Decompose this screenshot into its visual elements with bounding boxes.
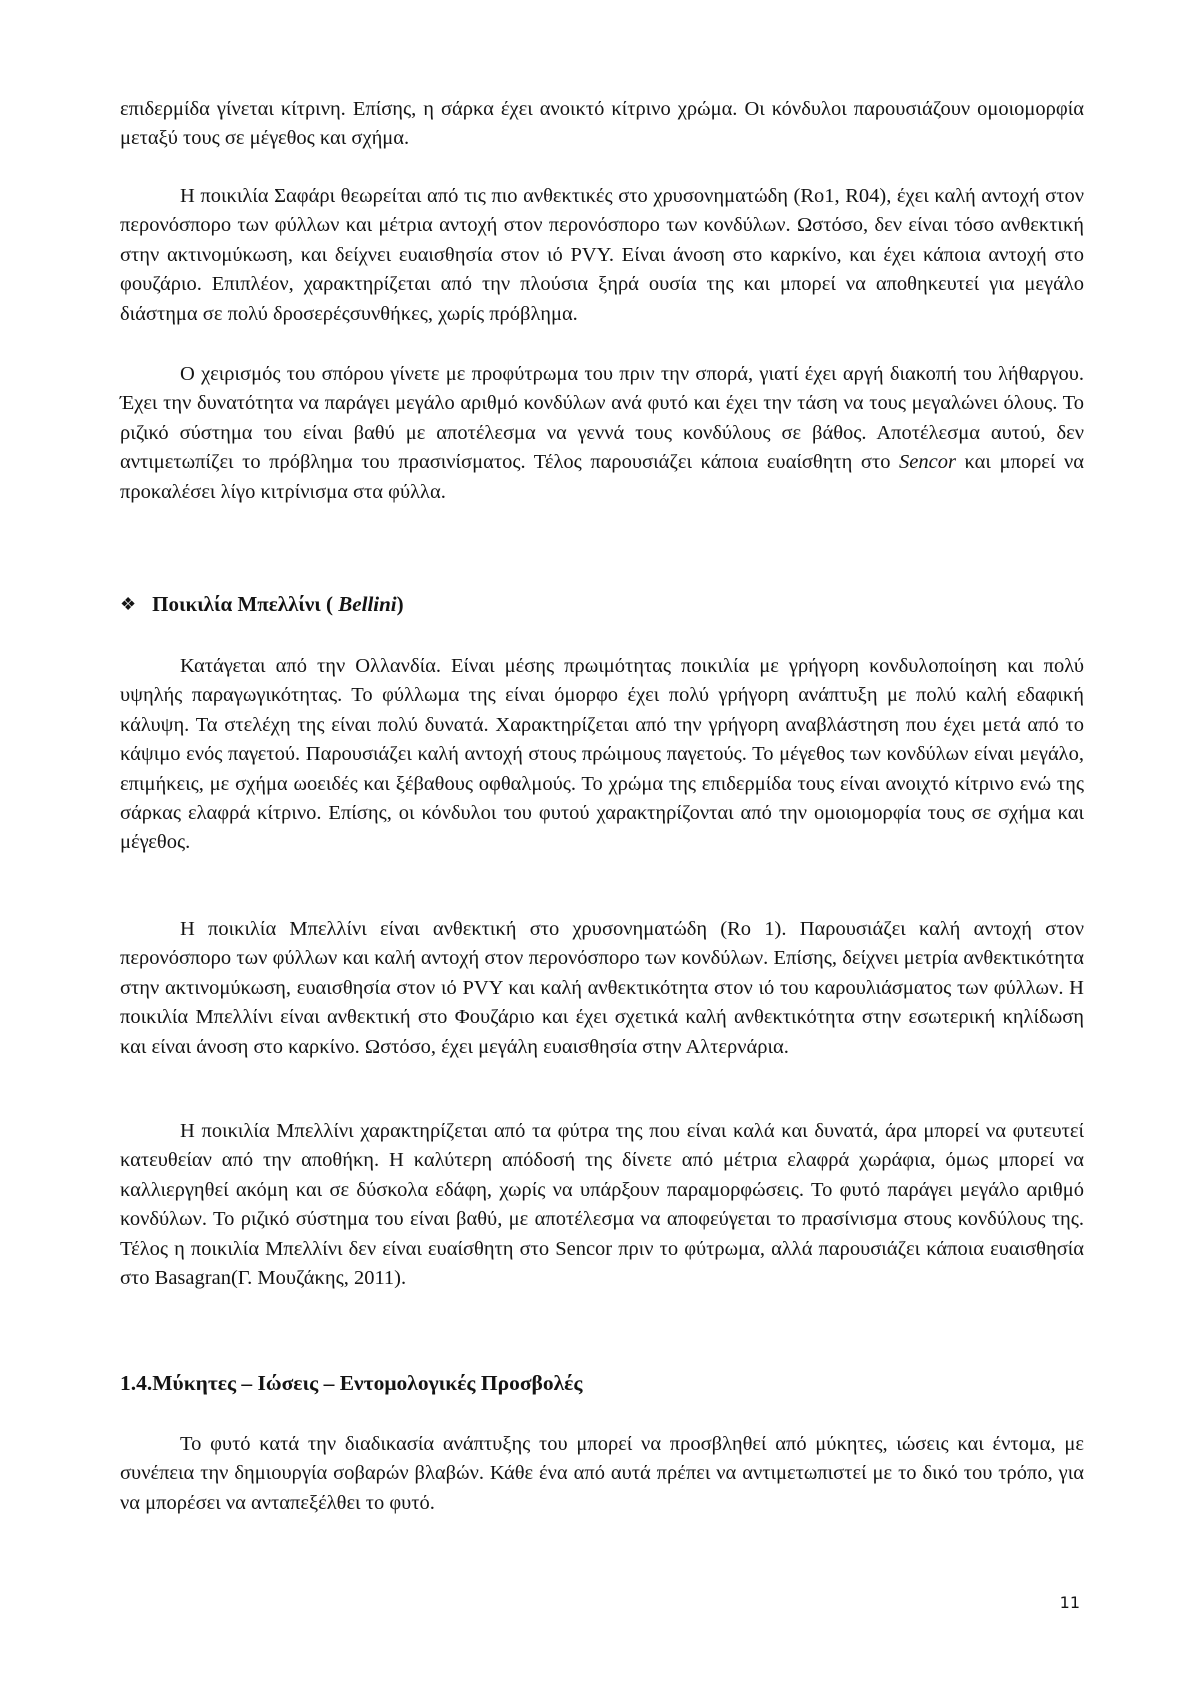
sencor-italic: Sencor <box>899 451 956 474</box>
paragraph-skin-colour: επιδερμίδα γίνεται κίτρινη. Επίσης, η σάρκα έχει ανοικτό κίτρινο χρώμα. Οι κόνδυλοι παρουσιάζουν ομοιομορφία μεταξύ τους σε μέγεθος και σχήμα. <box>120 98 1084 150</box>
heading-close: ) <box>396 592 404 616</box>
diamond-bullet-icon: ❖ <box>120 594 137 614</box>
paragraph-bellini-resistance: Η ποικιλία Μπελλίνι είναι ανθεκτική στο χρυσονηματώδη (Ro 1). Παρουσιάζει καλή αντοχή στον περονόσπορο των φύλλων και καλή αντοχή στον περονόσπορο των κονδύλων. Επίσης, δείχνει μετρία ανθεκτικότητα στην ακτινομύκωση, ευαισθησία στον ιό PVY και καλή ανθεκτικότητα στον ιό του καρουλιάσματος των φύλλων. Η ποικιλία Μπελλίνι είναι ανθεκτική στο Φουζάριο και έχει σχετικά καλή ανθεκτικότητα στην εσωτερική κηλίδωση και είναι άνοση στο καρκίνο. Ωστόσο, έχει μεγάλη ευαισθησία στην Αλτερνάρια. <box>120 918 1084 1058</box>
paragraph-bellini-sprouts: Η ποικιλία Μπελλίνι χαρακτηρίζεται από τα φύτρα της που είναι καλά και δυνατά, άρα μπορεί να φυτευτεί κατευθείαν από την αποθήκη. Η καλύτερη απόδοσή της δίνετε από μέτρια ελαφρά χωράφια, όμως μπορεί να καλλιεργηθεί ακόμη και σε δύσκολα εδάφη, χωρίς να υπάρξουν παραμορφώσεις. Το φυτό παράγει μεγάλο αριθμό κονδύλων. Το ριζικό σύστημα του είναι βαθύ, με αποτέλεσμα να αποφεύγεται το πρασίνισμα στους κονδύλους της. Τέλος η ποικιλία Μπελλίνι δεν είναι ευαίσθητη στο Sencor πριν το φύτρωμα, αλλά παρουσιάζει κάποια ευαισθησία στο Basagran(Γ. Μουζάκης, 2011). <box>120 1120 1084 1290</box>
paragraph-safari-resistance: Η ποικιλία Σαφάρι θεωρείται από τις πιο ανθεκτικές στο χρυσονηματώδη (Ro1, R04), έχει καλή αντοχή στον περονόσπορο των φύλλων και μέτρια αντοχή στον περονόσπορο των κονδύλων. Ωστόσο, δεν είναι τόσο ανθεκτική στην ακτινομύκωση, και δείχνει ευαισθησία στον ιό PVY. Είναι άνοση στο καρκίνο, και έχει κάποια αντοχή στο φουζάριο. Επιπλέον, χαρακτηρίζεται από την πλούσια ξηρά ουσία της και μπορεί να αποθηκευτεί για μεγάλο διάστημα σε πολύ δροσερέςσυνθήκες, χωρίς πρόβλημα. <box>120 185 1084 325</box>
paragraph-pests-intro: Το φυτό κατά την διαδικασία ανάπτυξης του μπορεί να προσβληθεί από μύκητες, ιώσεις και έντομα, με συνέπεια την δημιουργία σοβαρών βλαβών. Κάθε ένα από αυτά πρέπει να αντιμετωπιστεί με το δικό του τρόπο, για να μπορέσει να ανταπεξέλθει το φυτό. <box>120 1433 1084 1514</box>
paragraph-text: και μπορεί να προκαλέσει λίγο κιτρίνισμα στα φύλλα. <box>120 451 1084 503</box>
paragraph-seed-handling <box>120 360 1084 507</box>
heading-text <box>152 592 404 617</box>
page-number: 11 <box>1059 1593 1080 1612</box>
paragraph-text: Ο χειρισμός του σπόρου γίνετε με προφύτρωμα του πριν την σπορά, γιατί έχει αργή διακοπή του λήθαργου. Έχει την δυνατότητα να παράγει μεγάλο αριθμό κονδύλων ανά φυτό και έχει την τάση να τους μεγαλώνει όλους. Το ριζικό σύστημα του είναι βαθύ με αποτέλεσμα να γεννά τους κονδύλους σε βάθος. Αποτέλεσμα αυτού, δεν αντιμετωπίζει το πρόβλημα του πρασινίσματος. Τέλος παρουσιάζει κάποια ευαίσθητη στο <box>120 363 1084 474</box>
heading-latin: Bellini <box>338 592 397 616</box>
section-heading: 1.4.Μύκητες – Ιώσεις – Εντομολογικές Προσβολές <box>120 1371 583 1395</box>
paragraph-bellini-origin: Κατάγεται από την Ολλανδία. Είναι μέσης πρωιμότητας ποικιλία με γρήγορη κονδυλοποίηση και πολύ υψηλής παραγωγικότητας. Το φύλλωμα της είναι όμορφο έχει πολύ γρήγορη ανάπτυξη με πολύ καλή εδαφική κάλυψη. Τα στελέχη της είναι πολύ δυνατά. Χαρακτηρίζεται από την γρήγορη αναβλάστηση που έχει μετά από το κάψιμο ενός παγετού. Παρουσιάζει καλή αντοχή στους πρώιμους παγετούς. Το μέγεθος των κονδύλων είναι μεγάλο, επιμήκεις, με σχήμα ωοειδές και ξέβαθους οφθαλμούς. Το χρώμα της επιδερμίδα τους είναι ανοιχτό κίτρινο ενώ της σάρκας ελαφρά κίτρινο. Επίσης, οι κόνδυλοι του φυτού χαρακτηρίζονται από την ομοιομορφία τους σε σχήμα και μέγεθος. <box>120 655 1084 854</box>
heading-greek: Ποικιλία Μπελλίνι ( <box>152 592 339 616</box>
bellini-heading <box>120 592 404 617</box>
